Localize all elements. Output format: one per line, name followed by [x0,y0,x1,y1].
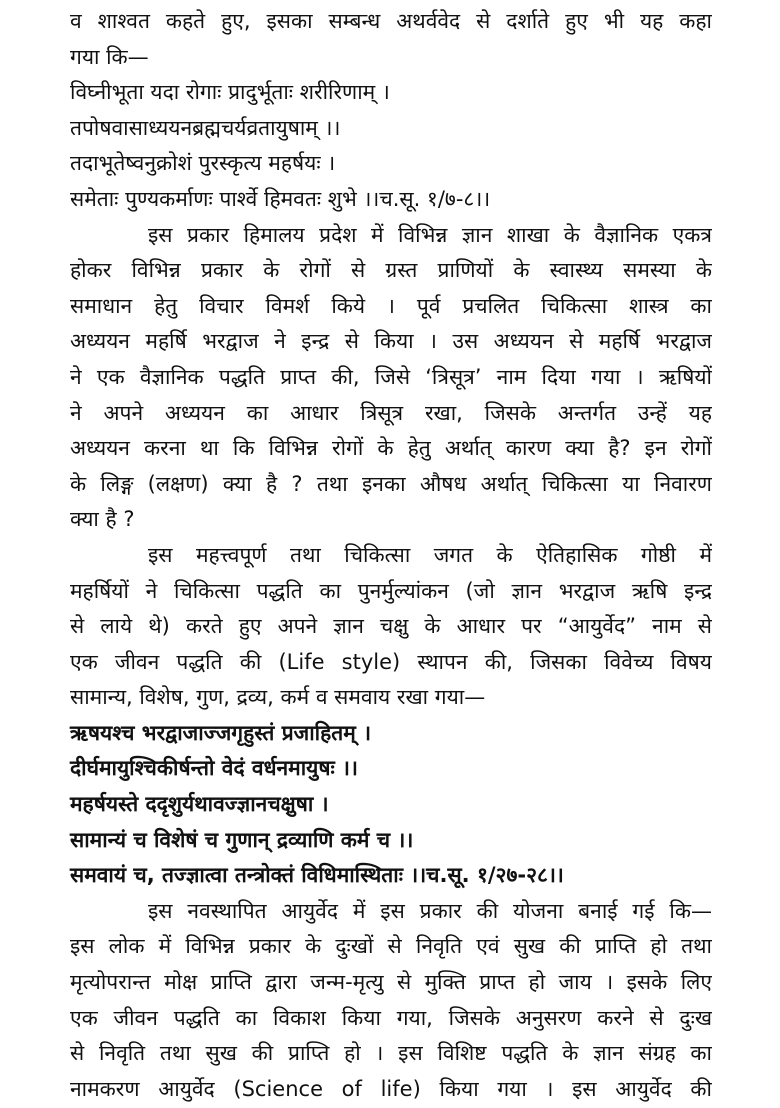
text-line: इस लोक में विभिन्न प्रकार के दुःखों से निवृति एवं सुख की प्राप्ति हो तथा [70,934,712,959]
text-line: एक जीवन पद्धति का विकाश किया गया, जिसके अनुसरण करने से दुःख [70,1005,712,1030]
text-line: समाधान हेतु विचार विमर्श किये । पूर्व प्रचलित चिकित्सा शास्त्र का [70,293,712,318]
text-line: होकर विभिन्न प्रकार के रोगों से ग्रस्त प्राणियों के स्वास्थ्य समस्या के [70,258,712,283]
text-line: एक जीवन पद्धति की (Life style) स्थापन की, जिसका विवेच्य विषय [70,649,712,674]
verse-line: महर्षयस्ते ददृशुर्यथावज्ज्ञानचक्षुषा । [70,792,329,817]
text-line: गया कि— [70,44,149,69]
text-line: ने एक वैज्ञानिक पद्धति प्राप्त की, जिसे ‘त्रिसूत्र’ नाम दिया गया । ऋषियों [70,364,712,389]
text-line: इस प्रकार हिमालय प्रदेश में विभिन्न ज्ञान शाखा के वैज्ञानिक एकत्र [148,222,712,247]
text-line: विघ्नीभूता यदा रोगाः प्रादुर्भूताः शरीरिणाम् । [70,80,390,105]
verse-line: समवायं च, तज्ज्ञात्वा तन्त्रोक्तं विधिमास्थिताः ।।च.सू. १/२७-२८।। [70,863,564,888]
verse-line: ऋषयश्च भरद्वाजाज्जगृहुस्तं प्रजाहितम् । [70,720,372,745]
text-line: महर्षियों ने चिकित्सा पद्धति का पुनर्मुल्यांकन (जो ज्ञान भरद्वाज ऋषि इन्द्र [70,578,712,603]
text-line: क्या है ? [70,507,135,532]
text-line: नामकरण आयुर्वेद (Science of life) किया गया । इस आयुर्वेद की [70,1076,712,1101]
text-line: अध्ययन महर्षि भरद्वाज ने इन्द्र से किया । उस अध्ययन से महर्षि भरद्वाज [70,329,712,354]
text-line: से लाये थे) करते हुए अपने ज्ञान चक्षु के आधार पर “आयुर्वेद” नाम से [70,614,712,639]
text-line: ने अपने अध्ययन का आधार त्रिसूत्र रखा, जिसके अन्तर्गत उन्हें यह [70,400,712,425]
text-line: अध्ययन करना था कि विभिन्न रोगों के हेतु अर्थात् कारण क्या है? इन रोगों [70,436,712,461]
text-line: के लिङ्ग (लक्षण) क्या है ? तथा इनका औषध अर्थात् चिकित्सा या निवारण [70,471,712,496]
document-page [70,4,712,1107]
text-line: से निवृति तथा सुख की प्राप्ति हो । इस विशिष्ट पद्धति के ज्ञान संग्रह का [70,1041,712,1066]
verse-line: दीर्घमायुश्चिकीर्षन्तो वेदं वर्धनमायुषः ।। [70,756,358,781]
text-line: सामान्य, विशेष, गुण, द्रव्य, कर्म व समवाय रखा गया— [70,685,486,710]
verse-line: सामान्यं च विशेषं च गुणान् द्रव्याणि कर्म च ।। [70,827,414,852]
text-line: इस नवस्थापित आयुर्वेद में इस प्रकार की योजना बनाई गई कि— [148,898,712,923]
text-line: तपोषवासाध्ययनब्रह्मचर्यव्रतायुषाम् ।। [70,115,341,140]
text-line: तदाभूतेष्वनुक्रोशं पुरस्कृत्य महर्षयः । [70,151,336,176]
text-line: समेताः पुण्यकर्माणः पार्श्वे हिमवतः शुभे ।।च.सू. १/७-८।। [70,186,491,211]
text-line: इस महत्त्वपूर्ण तथा चिकित्सा जगत के ऐतिहासिक गोष्ठी में [148,542,712,567]
text-line: मृत्योपरान्त मोक्ष प्राप्ति द्वारा जन्म-मृत्यु से मुक्ति प्राप्त हो जाय । इसके लिए [70,970,712,995]
text-line: व शाश्वत कहते हुए, इसका सम्बन्ध अथर्ववेद से दर्शाते हुए भी यह कहा [70,9,712,33]
